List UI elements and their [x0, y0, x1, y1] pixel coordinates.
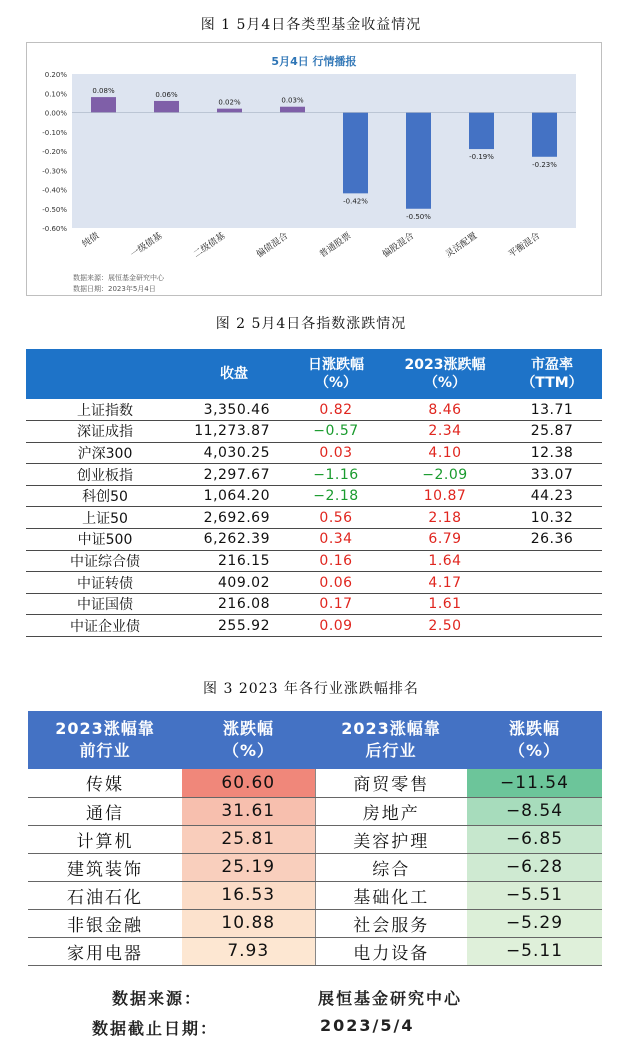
header-ytd-change: 2023涨跌幅 （%）	[388, 349, 502, 399]
ytd-change-cell: 4.17	[388, 572, 502, 594]
close-cell: 11,273.87	[184, 421, 284, 443]
table-row	[26, 572, 602, 594]
category-label: 一级债基	[128, 231, 165, 261]
data-label: -0.19%	[469, 153, 494, 162]
table-row	[26, 529, 602, 551]
fund-returns-chart	[26, 42, 602, 296]
chart-date-note: 数据日期：2023年5月4日	[73, 285, 156, 293]
table-header-row	[28, 711, 602, 769]
bottom-industry-cell: 房地产	[315, 797, 467, 825]
bar	[217, 109, 242, 113]
table-row	[26, 485, 602, 507]
footer-date-value: 2023/5/4	[320, 1016, 415, 1035]
table-row	[28, 937, 602, 965]
figure3-caption: 图 3 2023 年各行业涨跌幅排名	[203, 681, 419, 697]
pe-cell	[502, 550, 602, 572]
top-change-cell: 60.60	[182, 769, 315, 797]
day-change-cell: 0.17	[284, 593, 388, 615]
close-cell: 3,350.46	[184, 399, 284, 421]
data-label: 0.02%	[218, 98, 241, 107]
bar	[154, 101, 179, 113]
index-name-cell: 深证成指	[26, 421, 184, 443]
bottom-industry-cell: 社会服务	[315, 909, 467, 937]
table-row	[26, 442, 602, 464]
y-tick-label: -0.50%	[42, 205, 67, 214]
header-bottom-industry: 2023涨幅靠 后行业	[315, 711, 467, 769]
top-industry-cell: 建筑装饰	[28, 853, 182, 881]
day-change-cell: −1.16	[284, 464, 388, 486]
pe-cell: 33.07	[502, 464, 602, 486]
data-label: 0.06%	[155, 90, 178, 99]
day-change-cell: 0.34	[284, 529, 388, 551]
top-change-cell: 7.93	[182, 937, 315, 965]
y-tick-label: -0.10%	[42, 128, 67, 137]
close-cell: 216.15	[184, 550, 284, 572]
ytd-change-cell: −2.09	[388, 464, 502, 486]
table-header-row	[26, 349, 602, 399]
header-top-industry: 2023涨幅靠 前行业	[28, 711, 182, 769]
index-name-cell: 科创50	[26, 485, 184, 507]
figure2-caption: 图 2 5月4日各指数涨跌情况	[215, 316, 407, 332]
y-tick-label: -0.20%	[42, 148, 67, 156]
bottom-industry-cell: 商贸零售	[315, 769, 467, 797]
table-row	[28, 881, 602, 909]
top-industry-cell: 石油石化	[28, 881, 182, 909]
table-row	[28, 797, 602, 825]
category-label: 纯债	[80, 231, 102, 250]
footer-date-label: 数据截止日期：	[92, 1019, 219, 1038]
day-change-cell: −2.18	[284, 485, 388, 507]
category-label: 平衡混合	[506, 231, 543, 261]
index-performance-table	[26, 349, 602, 637]
bottom-change-cell: −6.85	[467, 825, 602, 853]
bottom-change-cell: −8.54	[467, 797, 602, 825]
table-row	[26, 507, 602, 529]
bottom-change-cell: −11.54	[467, 769, 602, 797]
y-tick-label: 0.10%	[44, 90, 67, 99]
close-cell: 2,297.67	[184, 464, 284, 486]
data-label: 0.03%	[281, 96, 304, 105]
header-pe: 市盈率 （TTM）	[502, 349, 602, 399]
table-row	[26, 593, 602, 615]
bar	[469, 113, 494, 150]
top-industry-cell: 计算机	[28, 825, 182, 853]
top-change-cell: 31.61	[182, 797, 315, 825]
bottom-change-cell: −5.29	[467, 909, 602, 937]
bottom-change-cell: −6.28	[467, 853, 602, 881]
bottom-industry-cell: 基础化工	[315, 881, 467, 909]
footer-source-value: 展恒基金研究中心	[318, 989, 463, 1008]
header-day-change: 日涨跌幅 （%）	[284, 349, 388, 399]
index-name-cell: 中证500	[26, 529, 184, 551]
bottom-change-cell: −5.51	[467, 881, 602, 909]
pe-cell	[502, 615, 602, 637]
bar	[280, 107, 305, 113]
y-tick-label: -0.30%	[42, 167, 67, 176]
top-change-cell: 25.81	[182, 825, 315, 853]
index-name-cell: 中证企业债	[26, 615, 184, 637]
close-cell: 216.08	[184, 593, 284, 615]
table-row	[26, 550, 602, 572]
y-tick-label: -0.60%	[42, 225, 67, 233]
pe-cell: 10.32	[502, 507, 602, 529]
pe-cell: 26.36	[502, 529, 602, 551]
index-name-cell: 创业板指	[26, 464, 184, 486]
bottom-industry-cell: 综合	[315, 853, 467, 881]
bar	[91, 97, 116, 112]
bottom-change-cell: −5.11	[467, 937, 602, 965]
ytd-change-cell: 1.61	[388, 593, 502, 615]
index-name-cell: 中证综合债	[26, 550, 184, 572]
ytd-change-cell: 2.18	[388, 507, 502, 529]
close-cell: 255.92	[184, 615, 284, 637]
top-change-cell: 16.53	[182, 881, 315, 909]
bottom-industry-cell: 电力设备	[315, 937, 467, 965]
fund-returns-chart-svg	[27, 43, 601, 295]
footer-source-label: 数据来源：	[112, 989, 203, 1008]
table-row	[26, 615, 602, 637]
figure1-caption: 图 1 5月4日各类型基金收益情况	[200, 17, 422, 33]
index-name-cell: 中证转债	[26, 572, 184, 594]
plot-area	[72, 74, 576, 228]
day-change-cell: 0.06	[284, 572, 388, 594]
ytd-change-cell: 1.64	[388, 550, 502, 572]
index-name-cell: 中证国债	[26, 593, 184, 615]
ytd-change-cell: 2.34	[388, 421, 502, 443]
data-label: -0.42%	[343, 197, 368, 206]
pe-cell	[502, 572, 602, 594]
ytd-change-cell: 6.79	[388, 529, 502, 551]
pe-cell	[502, 593, 602, 615]
top-change-cell: 10.88	[182, 909, 315, 937]
day-change-cell: 0.09	[284, 615, 388, 637]
table-row	[26, 421, 602, 443]
pe-cell: 25.87	[502, 421, 602, 443]
ytd-change-cell: 8.46	[388, 399, 502, 421]
y-tick-label: 0.20%	[44, 71, 67, 79]
top-industry-cell: 传媒	[28, 769, 182, 797]
bar	[406, 113, 431, 209]
ytd-change-cell: 4.10	[388, 442, 502, 464]
index-name-cell: 沪深300	[26, 442, 184, 464]
top-industry-cell: 非银金融	[28, 909, 182, 937]
close-cell: 6,262.39	[184, 529, 284, 551]
table-row	[28, 769, 602, 797]
y-tick-label: -0.40%	[42, 186, 67, 195]
ytd-change-cell: 10.87	[388, 485, 502, 507]
close-cell: 2,692.69	[184, 507, 284, 529]
table-row	[26, 464, 602, 486]
header-top-change: 涨跌幅 （%）	[182, 711, 315, 769]
bar	[343, 113, 368, 194]
ytd-change-cell: 2.50	[388, 615, 502, 637]
close-cell: 4,030.25	[184, 442, 284, 464]
header-bottom-change: 涨跌幅 （%）	[467, 711, 602, 769]
day-change-cell: 0.03	[284, 442, 388, 464]
data-label: -0.50%	[406, 212, 431, 221]
table-row	[28, 909, 602, 937]
pe-cell: 44.23	[502, 485, 602, 507]
category-label: 偏债混合	[254, 231, 291, 261]
data-label: 0.08%	[92, 87, 115, 96]
table-row	[28, 825, 602, 853]
table-row	[28, 853, 602, 881]
bottom-industry-cell: 美容护理	[315, 825, 467, 853]
data-label: -0.23%	[532, 160, 557, 169]
index-name-cell: 上证指数	[26, 399, 184, 421]
category-label: 二级债基	[191, 231, 228, 261]
pe-cell: 13.71	[502, 399, 602, 421]
category-label: 灵活配置	[443, 231, 480, 261]
close-cell: 409.02	[184, 572, 284, 594]
industry-ranking-table	[28, 711, 602, 966]
day-change-cell: 0.82	[284, 399, 388, 421]
header-name	[26, 349, 184, 399]
category-label: 普通股票	[317, 231, 354, 261]
category-label: 偏股混合	[380, 231, 417, 261]
chart-source-note: 数据来源：展恒基金研究中心	[73, 274, 164, 282]
header-close: 收盘	[184, 349, 284, 399]
bar	[532, 113, 557, 157]
top-change-cell: 25.19	[182, 853, 315, 881]
top-industry-cell: 家用电器	[28, 937, 182, 965]
close-cell: 1,064.20	[184, 485, 284, 507]
y-tick-label: 0.00%	[44, 109, 67, 118]
chart-title: 5月4日 行情播报	[271, 55, 357, 68]
day-change-cell: 0.56	[284, 507, 388, 529]
day-change-cell: 0.16	[284, 550, 388, 572]
day-change-cell: −0.57	[284, 421, 388, 443]
index-name-cell: 上证50	[26, 507, 184, 529]
pe-cell: 12.38	[502, 442, 602, 464]
table-row	[26, 399, 602, 421]
top-industry-cell: 通信	[28, 797, 182, 825]
